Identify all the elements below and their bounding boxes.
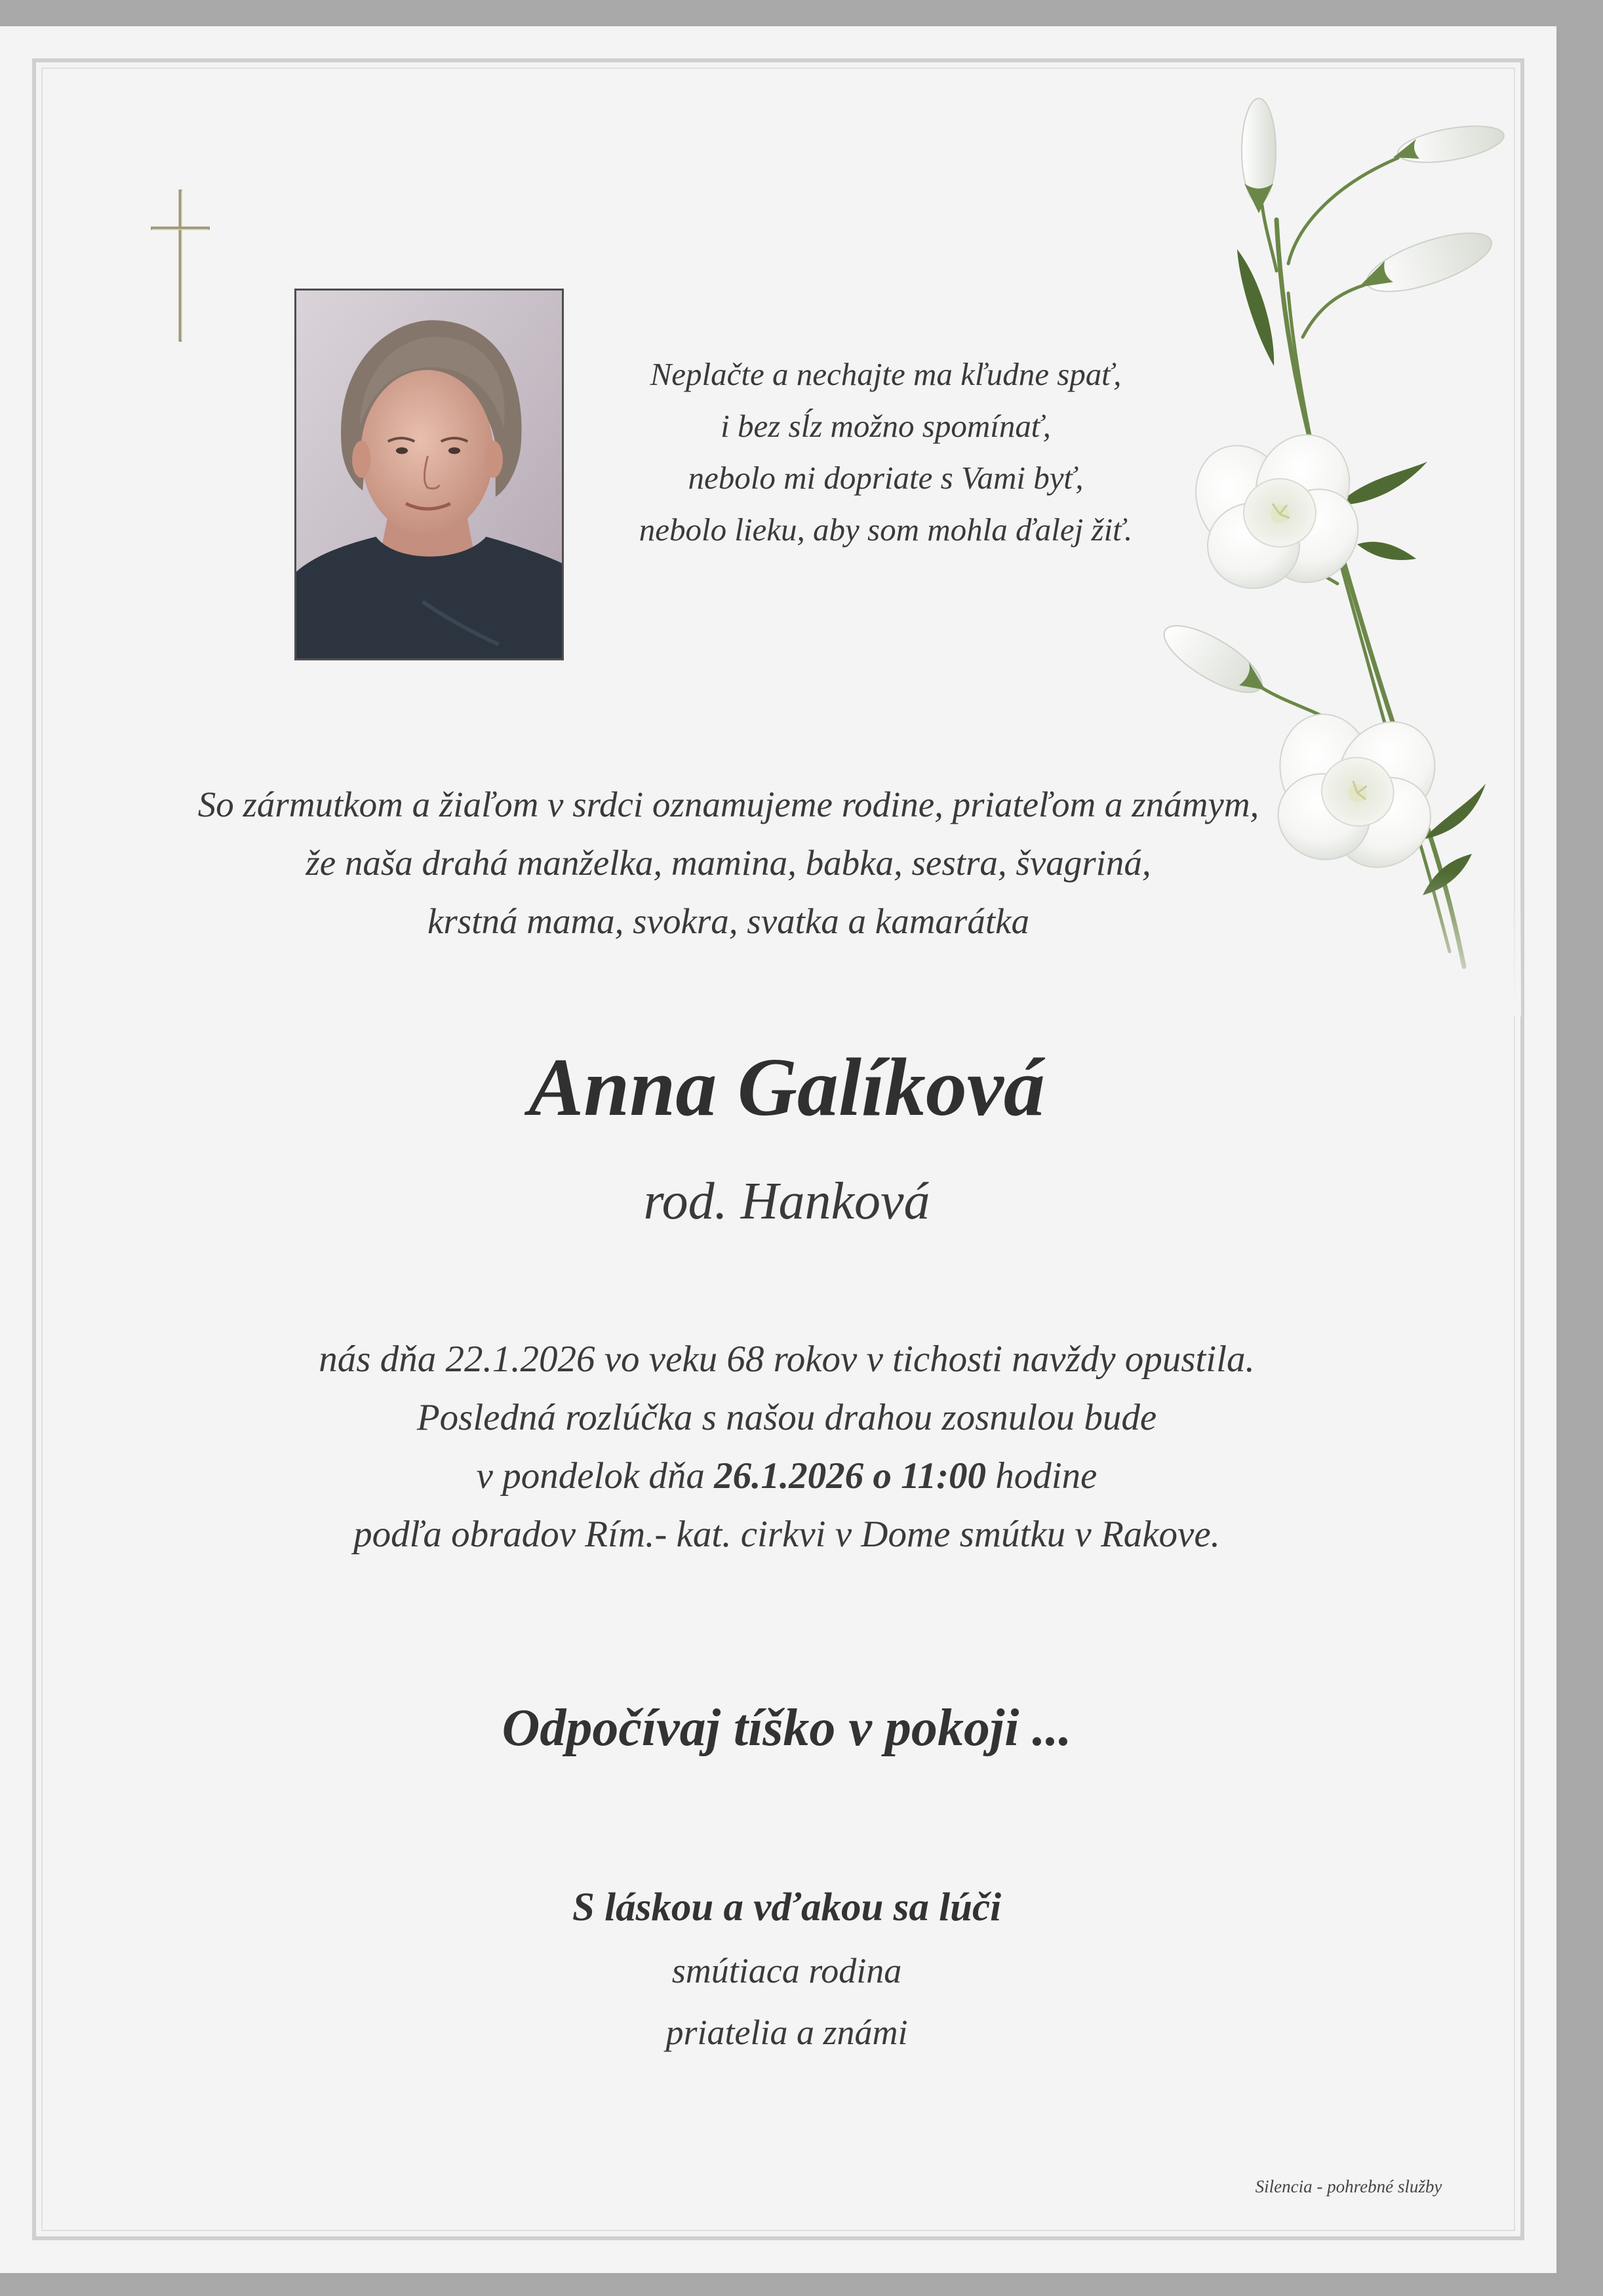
farewell-signature-line: smútiaca rodina [671,1951,902,1990]
cross-icon [146,187,218,344]
farewell-signature-line: priatelia a známi [665,2013,908,2052]
funeral-time-prefix: v pondelok dňa [476,1455,715,1497]
funeral-date-time: 26.1.2026 o 11:00 [714,1455,986,1497]
closing-wish: Odpočívaj tíško v pokoji ... [502,1699,1072,1757]
announcement-line: krstná mama, svokra, svatka a kamarátka [427,901,1030,941]
funeral-service-credit: Silencia - pohrebné služby [1255,2177,1442,2196]
poem-verse [492,348,1279,555]
poem-line: nebolo lieku, aby som mohla ďalej žiť. [639,512,1133,548]
funeral-details [131,1330,1442,1563]
death-date-line: nás dňa 22.1.2026 vo veku 68 rokov v tichosti navždy opustila. [319,1339,1255,1380]
announcement-line: že naša drahá manželka, mamina, babka, sestra, švagriná, [306,843,1151,883]
funeral-intro-line: Posledná rozlúčka s našou drahou zosnulou bude [416,1397,1157,1438]
funeral-time-line [131,1447,1442,1505]
flower-bud-right [1358,221,1498,304]
poem-line: i bez sĺz možno spomínať, [721,408,1051,444]
flower-bud-upper-right [1393,119,1507,169]
funeral-time-suffix: hodine [985,1455,1098,1497]
flower-bud-top [1242,98,1276,213]
poem-line: Neplačte a nechajte ma kľudne spať, [650,356,1122,392]
funeral-place-line: podľa obradov Rím.- kat. cirkvi v Dome smútku v Rakove. [353,1514,1220,1555]
announcement-line: So zármutkom a žiaľom v srdci oznamujeme rodine, priateľom a známym, [197,784,1259,824]
deceased-maiden-name: rod. Hanková [643,1173,930,1230]
flower-bud-left [1155,614,1271,705]
deceased-name: Anna Galíková [528,1042,1045,1133]
poem-line: nebolo mi dopriate s Vami byť, [688,460,1084,496]
farewell-heading: S láskou a vďakou sa lúči [572,1885,1002,1929]
announcement-paragraph [138,775,1318,950]
